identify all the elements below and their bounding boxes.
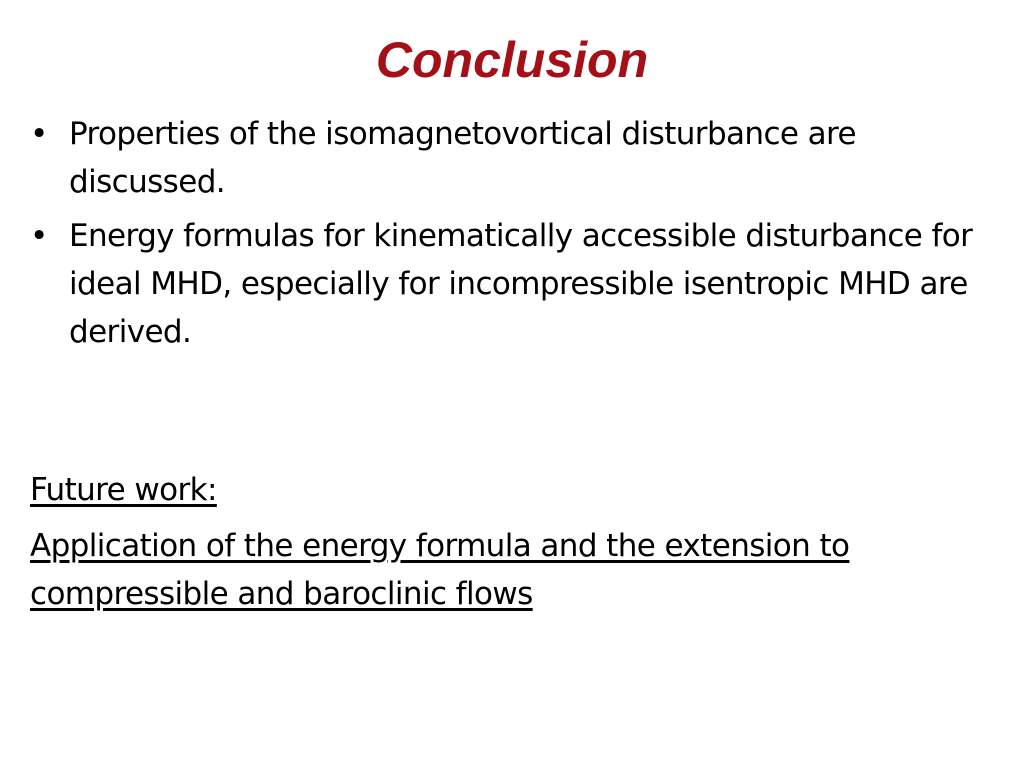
bullet-text: Properties of the isomagnetovortical disturbance are discussed. xyxy=(69,116,856,200)
bullet-item xyxy=(30,212,990,356)
bullet-list xyxy=(30,110,990,362)
slide-title: Conclusion xyxy=(375,32,649,88)
bullet-item xyxy=(30,110,990,206)
bullet-dot-icon: • xyxy=(30,218,48,254)
bullet-text: Energy formulas for kinematically accessible disturbance for ideal MHD, especially for incompressible isentropic MHD are derived. xyxy=(69,218,973,350)
bullet-dot-icon: • xyxy=(30,116,48,152)
future-work-description: Application of the energy formula and the extension to compressible and baroclinic flows xyxy=(30,528,850,612)
future-work-heading: Future work: xyxy=(30,472,217,508)
